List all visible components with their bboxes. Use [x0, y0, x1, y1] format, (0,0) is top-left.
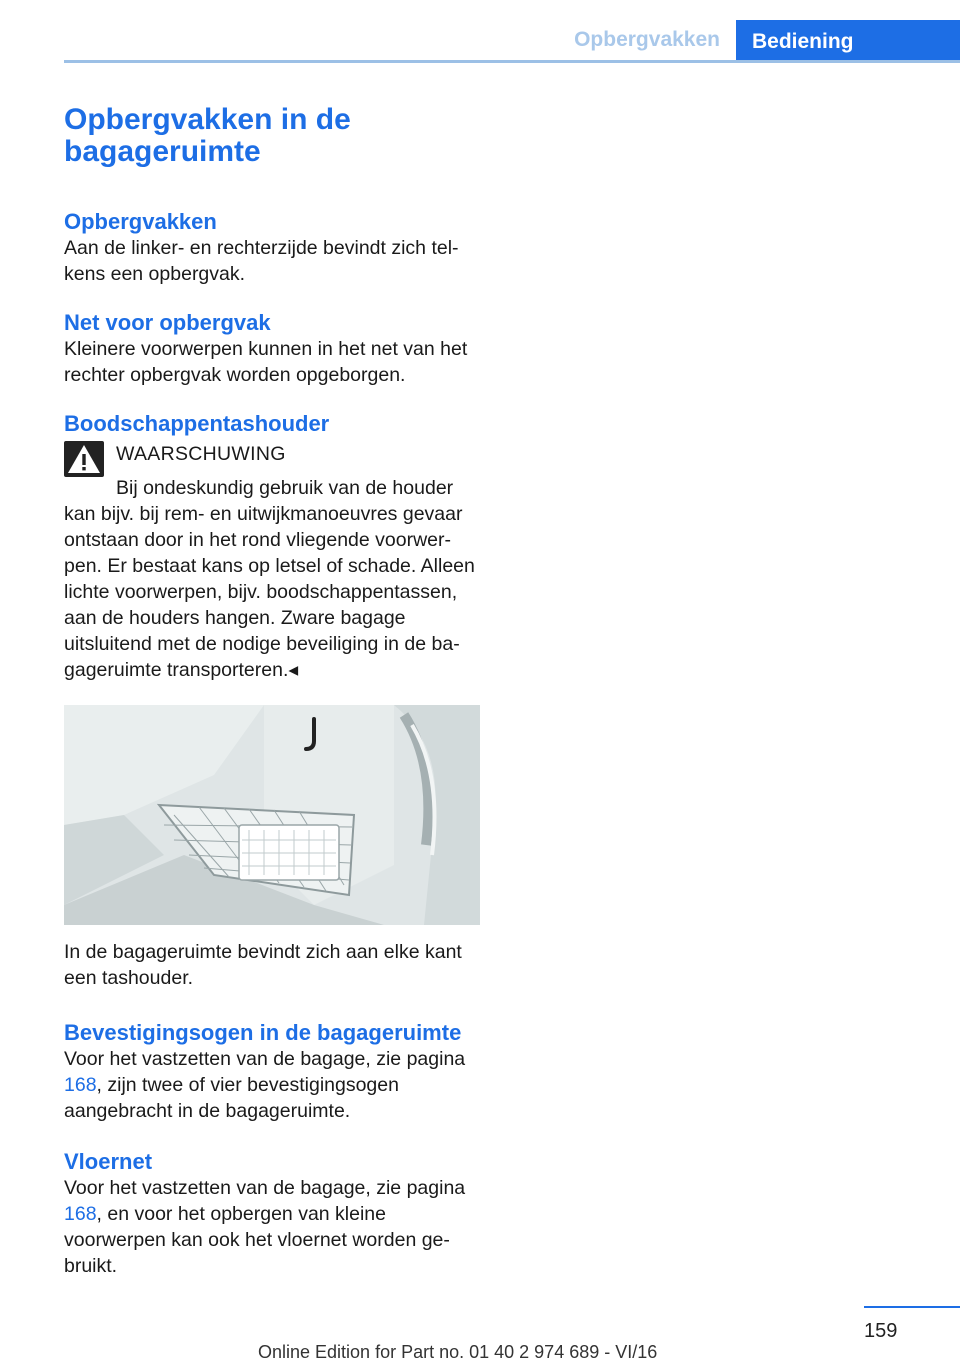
warning-triangle-icon	[64, 441, 104, 477]
warning-block	[64, 441, 480, 683]
page-link-168[interactable]: 168	[64, 1074, 97, 1096]
heading-vloernet: Vloernet	[64, 1149, 153, 1174]
heading-net-voor-opbergvak: Net voor opbergvak	[64, 310, 271, 335]
page-link-168-vloernet[interactable]: 168	[64, 1203, 97, 1225]
paragraph-bevestigingsogen-text-1: Voor het vastzetten van de bagage, zie pagina	[64, 1048, 466, 1070]
paragraph-bevestigingsogen	[64, 1046, 480, 1124]
warning-body	[64, 475, 480, 683]
heading-boodschappentashouder: Boodschappentashouder	[64, 411, 330, 436]
paragraph-opbergvakken: Aan de linker- en rechterzijde bevindt zich telkens een opbergvak.	[64, 237, 459, 285]
page-number: 159	[864, 1320, 898, 1342]
paragraph-bevestigingsogen-text-2: , zijn twee of vier bevestigingsogen aangebracht in de bagageruimte.	[64, 1074, 399, 1122]
figure-caption: In de bagageruimte bevindt zich aan elke kant een tashouder.	[64, 941, 462, 989]
paragraph-net-voor-opbergvak: Kleinere voorwerpen kunnen in het net van het rechter opbergvak worden opgeborgen.	[64, 338, 468, 386]
paragraph-vloernet-text-1: Voor het vastzetten van de bagage, zie pagina	[64, 1177, 466, 1199]
warning-text: Bij ondeskundig gebruik van de houder kan bijv. bij rem- en uitwijkmanoeuvres gevaar ontstaan door in het rond vliegende voorwerpen. Er bestaat kans op letsel of schade. Alleen lichte voorwerpen, bijv. boodschappentassen, aan de houders hangen. Zware bagage uitsluitend met de nodige beveiliging in de bagageruimte transporteren.◂	[64, 477, 475, 681]
page-content	[64, 104, 480, 1279]
heading-opbergvakken: Opbergvakken	[64, 209, 217, 234]
header-section-label: Opbergvakken	[574, 28, 720, 51]
warning-title: WAARSCHUWING	[116, 443, 286, 465]
page-header	[0, 0, 960, 64]
page-title: Opbergvakken in de bagageruimte	[64, 103, 351, 168]
header-chapter-tab: Bediening	[736, 20, 960, 63]
footer-edition: Online Edition for Part no. 01 40 2 974 689 - VI/16	[258, 1342, 658, 1362]
footer-rule	[864, 1306, 960, 1308]
header-rule	[64, 60, 960, 63]
heading-bevestigingsogen: Bevestigingsogen in de bagageruimte	[64, 1020, 462, 1045]
paragraph-vloernet-text-2: , en voor het opbergen van kleine voorwerpen kan ook het vloernet worden gebruikt.	[64, 1203, 450, 1277]
trunk-bag-holder-illustration	[64, 705, 480, 925]
paragraph-vloernet	[64, 1175, 480, 1279]
